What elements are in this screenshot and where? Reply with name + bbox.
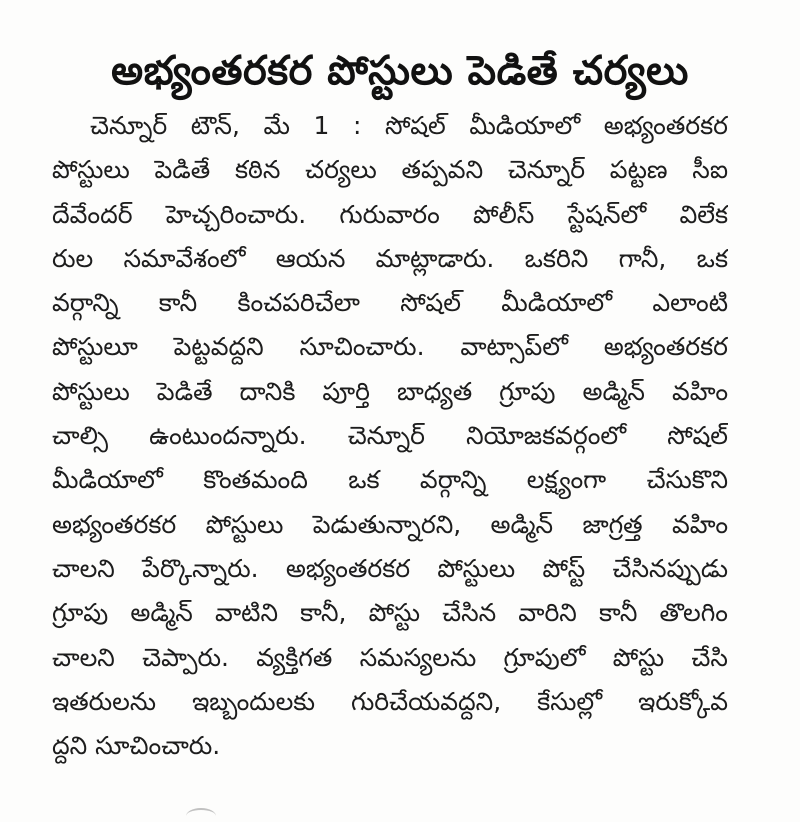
article-line: అభ్యంతరకర పోస్టులు పెడుతున్నారని, అడ్మిన్ జాగ్రత్త వహిం bbox=[52, 509, 728, 539]
article-line: పోస్టులు పెడితే కఠిన చర్యలు తప్పవని చెన్నూర్ పట్టణ సీఐ bbox=[52, 155, 728, 185]
article-line: వర్గాన్ని కానీ కించపరిచేలా సోషల్ మీడియాలో ఎలాంటి bbox=[52, 288, 728, 318]
article-line: చాల్సి ఉంటుందన్నారు. చెన్నూర్ నియోజకవర్గంలో సోషల్ bbox=[52, 421, 728, 451]
article-line: ద్దని సూచించారు. bbox=[52, 731, 221, 761]
article-line: గ్రూపు అడ్మిన్ వాటిని కానీ, పోస్టు చేసిన వారిని కానీ తొలగిం bbox=[52, 598, 728, 628]
headline: అభ్యంతరకర పోస్టులు పెడితే చర్యలు bbox=[111, 47, 689, 94]
article-line: చాలని చెప్పారు. వ్యక్తిగత సమస్యలను గ్రూపులో పోస్టు చేసి bbox=[52, 642, 728, 672]
article-body bbox=[52, 104, 728, 768]
article-line: చాలని పేర్కొన్నారు. అభ్యంతరకర పోస్టులు పోస్ట్ చేసినప్పుడు bbox=[52, 553, 728, 583]
article-line: దేవేందర్ హెచ్చరించారు. గురువారం పోలీస్ స్టేషన్‌లో విలేక bbox=[52, 199, 728, 229]
article-line: రుల సమావేశంలో ఆయన మాట్లాడారు. ఒకరిని గానీ, ఒక bbox=[52, 243, 728, 273]
article-line: ఇతరులను ఇబ్బందులకు గురిచేయవద్దని, కేసుల్లో ఇరుక్కోవ bbox=[52, 686, 728, 716]
article-line: చెన్నూర్ టౌన్, మే 1 : సోషల్ మీడియాలో అభ్యంతరకర bbox=[90, 111, 728, 140]
article-line: పోస్టులు పెడితే దానికి పూర్తి బాధ్యత గ్రూపు అడ్మిన్ వహిం bbox=[52, 376, 728, 406]
article-line: పోస్టులూ పెట్టవద్దని సూచించారు. వాట్సాప్‌లో అభ్యంతరకర bbox=[52, 332, 728, 362]
article-line: మీడియాలో కొంతమంది ఒక వర్గాన్ని లక్ష్యంగా చేసుకొని bbox=[52, 465, 728, 495]
